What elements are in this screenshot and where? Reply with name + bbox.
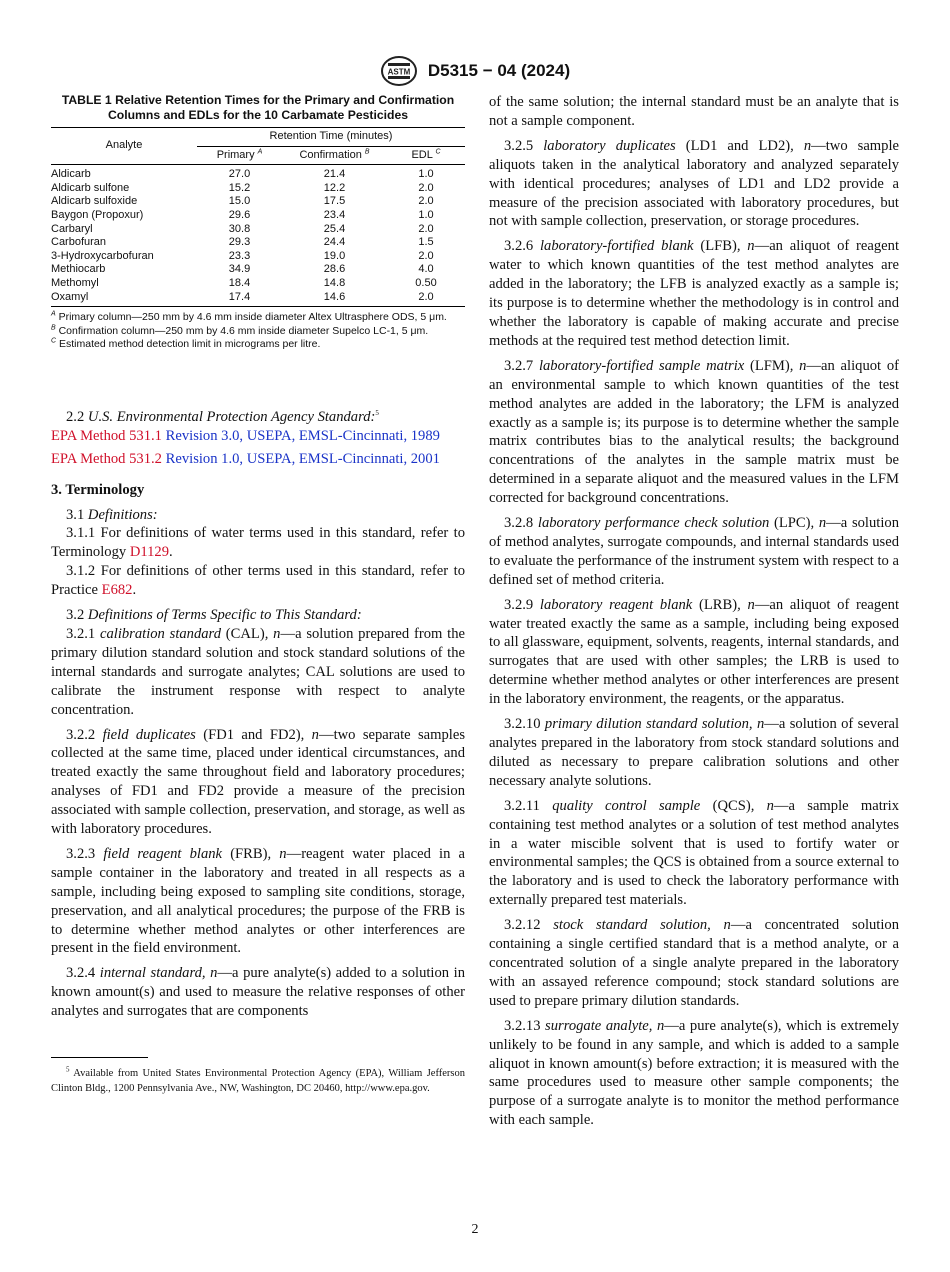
para-3-1-2: 3.1.2 For definitions of other terms used in this standard, refer to Practice E682. [51, 563, 465, 599]
table-row: Methiocarb 34.9 28.6 4.0 [51, 263, 434, 276]
left-body [51, 408, 465, 1021]
def-3-2-10: 3.2.10 primary dilution standard solution, n—a solution of several analytes prepared in the laboratory from stock standard solutions and diluted as necessary to prepare calibration solutions and other necessary analyte solutions. [489, 716, 900, 789]
table-note-c: $^C$ Estimated method detection limit in micrograms per litre. [51, 337, 321, 351]
svg-text:ASTM: ASTM [387, 67, 411, 77]
section-2-2-heading: 2.2 U.S. Environmental Protection Agency Standard:$^5$ [66, 408, 379, 425]
section-3-2-heading: 3.2 Definitions of Terms Specific to This Standard: [66, 607, 362, 624]
def-3-2-11: 3.2.11 quality control sample (QCS), n—a sample matrix containing test method analytes or a solution of test method analytes in a water miscible solvent that is used to fortify water or environmental samples; the QCS is obtained from a source external to the laboratory and is used to check the laboratory performance with externally prepared test materials. [489, 797, 899, 909]
page-number: 2 [471, 1222, 479, 1237]
ref-d1129-link[interactable]: D1129 [129, 544, 170, 561]
table-row: Methomyl 18.4 14.8 0.50 [51, 276, 437, 289]
def-3-2-9: 3.2.9 laboratory reagent blank (LRB), n—an aliquot of reagent water treated exactly the same as a sample, including being exposed to all glassware, equipment, solvents, reagents, internal standards, and surrogates that are used with other samples; the LRB is used to determine whether method analytes or other interferences are present in the laboratory environment, the reagents, or the apparatus. [489, 596, 900, 708]
footnote-5: $^5$ Available from United States Environmental Protection Agency (EPA), William Jefferson Clinton Bldg., 1200 Pennsylvania Ave., NW, Washington, DC 20460, http://www.epa.gov. [51, 1065, 465, 1095]
section-3-heading: 3. Terminology [51, 481, 145, 498]
def-3-2-3: 3.2.3 field reagent blank (FRB), n—reagent water placed in a sample container in the laboratory and treated in all respects as a sample, including being exposed to sampling site conditions, storage, preservation, and all analytical procedures; the purpose of the FRB is to determine whether method analytes or other interferences are present in the field environment. [51, 845, 466, 957]
col-analyte: Analyte [51, 128, 197, 165]
table-row: Baygon (Propoxur) 29.6 23.4 1.0 [51, 208, 434, 221]
para-3-1-1: 3.1.1 For definitions of water terms used in this standard, refer to Terminology D1129. [51, 525, 465, 561]
table-row: Carbaryl 30.8 25.4 2.0 [51, 222, 434, 235]
table-notes [51, 311, 465, 352]
def-3-2-12: 3.2.12 stock standard solution, n—a concentrated solution containing a single certified standard that is a method analyte, or a concentrated solution of a single analyte prepared in the laboratory with an assayed reference compound; stock standard solutions are used to prepare primary dilution standards. [489, 917, 899, 1009]
def-3-2-8: 3.2.8 laboratory performance check solution (LPC), n—a solution of method analytes, surrogate compounds, and internal standards used to evaluate the performance of the instrument system with respect to a defined set of method criteria. [489, 515, 899, 588]
table-row: Aldicarb sulfone 15.2 12.2 2.0 [51, 181, 434, 194]
def-3-2-7: 3.2.7 laboratory-fortified sample matrix (LFM), n—an aliquot of an environmental sample to which known quantities of the test method analytes are added in the laboratory; the LFM is analyzed exactly as a sample is; its purpose is to determine whether the sample matrix contributes bias to the analytical results; the background concentrations of the analytes in the sample matrix must be determined in a separate aliquot and the measured values in the LFM corrected for background concentrations. [489, 357, 900, 507]
ref-epa-531-1-link[interactable]: EPA Method 531.1 [51, 427, 162, 444]
table-caption: TABLE 1 Relative Retention Times for the Primary and Confirmation Columns and EDLs for the 10 Carbamate Pesticides [61, 93, 455, 122]
def-3-2-2: 3.2.2 field duplicates (FD1 and FD2), n—two separate samples collected at the same time, placed under identical circumstances, and treated exactly the same throughout field and laboratory procedures; analyses of FD1 and FD2 provide a measure of the precision associated with sample collection, preservation, and storage, as well as with laboratory procedures. [51, 726, 466, 838]
page-header [0, 56, 950, 86]
table-note-a: $^A$ Primary column—250 mm by 4.6 mm inside diameter Altex Ultrasphere ODS, 5 μm. [51, 310, 447, 324]
table-row: 3-Hydroxycarbofuran 23.3 19.0 2.0 [51, 249, 434, 262]
def-3-2-5: 3.2.5 laboratory duplicates (LD1 and LD2), n—two sample aliquots taken in the analytical laboratory and analyzed separately with identical procedures; analyses of LD1 and LD2 provide a measure of the precision associated with laboratory procedures, but not with sample collection, preservation, or storage procedures. [489, 137, 899, 230]
col-confirmation: Confirmation $^B$ [282, 146, 387, 165]
footnote-divider [51, 1057, 148, 1058]
table-row: Carbofuran 29.3 24.4 1.5 [51, 236, 434, 249]
ref-epa-531-2: EPA Method 531.2 Revision 1.0, USEPA, EMSL-Cincinnati, 2001 [51, 450, 440, 467]
retention-table [51, 127, 465, 307]
col-edl: EDL $^C$ [387, 146, 465, 165]
table-row: Aldicarb 27.0 21.4 1.0 [51, 168, 434, 181]
def-3-2-1: 3.2.1 calibration standard (CAL), n—a solution prepared from the primary dilution standard solution and stock standard solutions of the internal standards and surrogate analytes; CAL solutions are used to calibrate the instrument response with respect to analyte concentration. [51, 625, 465, 718]
table-row: Aldicarb sulfoxide 15.0 17.5 2.0 [51, 195, 434, 208]
continued-text: of the same solution; the internal standard must be an analyte that is not a sample component. [489, 94, 899, 129]
ref-e682-link[interactable]: E682 [101, 582, 133, 599]
col-retention-group: Retention Time (minutes) [197, 128, 465, 147]
def-3-2-6: 3.2.6 laboratory-fortified blank (LFB), n—an aliquot of reagent water to which known quantities of the test method analytes are added in the laboratory; the LFB is analyzed exactly as a sample is; its purpose is to determine whether the methodology is in control and whether the laboratory is capable of making accurate and precise methods at the required test method detection limit. [489, 238, 899, 349]
ref-epa-531-1: EPA Method 531.1 Revision 3.0, USEPA, EMSL-Cincinnati, 1989 [51, 427, 440, 444]
table-note-b: $^B$ Confirmation column—250 mm by 4.6 mm inside diameter Supelco LC-1, 5 μm. [51, 324, 429, 337]
ref-epa-531-2-link[interactable]: EPA Method 531.2 [51, 450, 162, 467]
def-3-2-4: 3.2.4 internal standard, n—a pure analyte(s) added to a solution in known amount(s) and used to measure the relative responses of other analytes and surrogates that are components [51, 965, 466, 1020]
section-3-1-heading: 3.1 Definitions: [66, 506, 158, 523]
col-primary: Primary $^A$ [197, 146, 282, 165]
def-3-2-13: 3.2.13 surrogate analyte, n—a pure analyte(s), which is extremely unlikely to be found in any sample, and which is added to a sample aliquot in known amount(s) before extraction; it is measured with the same procedures used to measure other sample components; the purpose of a surrogate analyte is to monitor the method performance with each sample. [489, 1017, 899, 1129]
standard-designation: D5315 − 04 (2024) [427, 61, 571, 80]
astm-logo-icon [380, 56, 418, 86]
table-row: Oxamyl 17.4 14.6 2.0 [51, 291, 465, 307]
right-body [489, 93, 899, 1136]
